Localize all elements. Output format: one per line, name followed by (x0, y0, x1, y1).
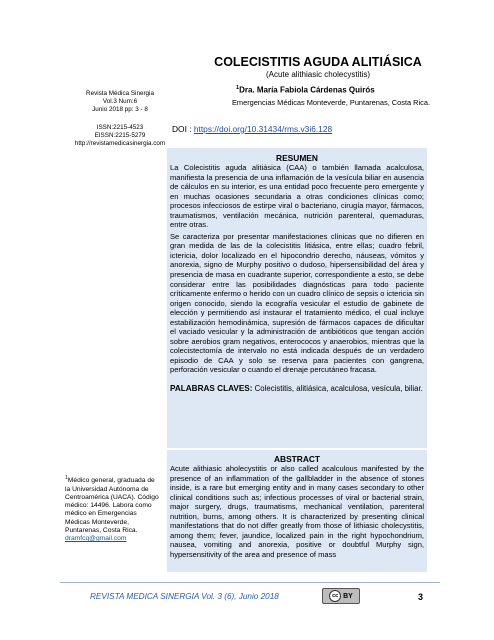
eissn: EISSN:2215-5279 (94, 132, 146, 140)
keywords-text: Colecistitis, alitiásica, acalculosa, vesícula, biliar. (254, 384, 423, 394)
doi-line (172, 124, 332, 134)
article-title: COLECISTITIS AGUDA ALITIÁSICA (214, 55, 422, 69)
page-number: 3 (418, 592, 424, 602)
journal-volume: Vol.3 Num:6 (102, 98, 138, 106)
resumen-heading: RESUMEN (276, 153, 318, 163)
resumen-paragraph-1: La Colecistitis aguda alitiásica (CAA) o también llamada acalculosa, manifiesta la presencia de una inflamación de la vesícula biliar en ausencia de cálculos en su interior, es una entidad poco frecuente pero emergente y en muchas ocasiones secundaria a otras condiciones clínicas como; procesos infecciosos de estirpe viral o bacteriano, cirugía mayor, fármacos, traumatismos, ventilación mecánica, nutrición parenteral, quemaduras, entre otras. (170, 163, 424, 230)
abstract-paragraph-1: Acute alithiasic aholecystitis or also called acalculous manifested by the presence of an inflammation of the gallbladder in the absence of stones inside, is a rare but emerging entity and in many cases secondary to other clinical conditions such as; infectious processes of viral or bacterial strain, major surgery, drugs, traumatisms, mechanical ventilation, parenteral nutrition, burns, among others. It is characterized by presenting clinical manifestations that do not differ greatly from those of lithiasic cholecystitis, among them; fever, jaundice, localized pain in the right hypochondrium, nausea, vomiting and anorexia, positive or doubtful Murphy sign, hypersensitivity of the area and presence of mass (170, 464, 424, 559)
journal-identifiers (50, 124, 190, 149)
author-mark: 1 (236, 85, 240, 91)
cc-license-badge[interactable] (322, 588, 360, 604)
journal-meta (50, 90, 190, 115)
keywords-label: PALABRAS CLAVES: (170, 384, 253, 394)
resumen-paragraph-2: Se caracteriza por presentar manifestaciones clínicas que no difieren en gran medida de las de la colecistitis litiásica, entre ellas; cuadro febril, ictericia, dolor localizado en el hipocondrio derecho, náuseas, vómitos y anorexia, signo de Murphy positivo o dudoso, hipersensibilidad del área y presencia de masa en cuadrante superior, correspondiente a esto, se debe considerar entre las posibilidades diagnósticas para todo paciente críticamente enfermo o herido con un cuadro clínico de sepsis o ictericia sin origen conocido, siendo la ecografía vesicular el estudio de gabinete de elección y permitiendo así instaurar el tratamiento médico, el cual incluye estabilización hemodinámica, supresión de fármacos capaces de dificultar el vaciado vesicular y la administración de antibióticos que tengan acción sobre aerobios gram negativos, enterococos y anaerobios, mientras que la colecistectomía de intervalo no está indicada después de un verdadero episodio de CAA y solo se reserva para pacientes con gangrena, perforación vesicular o cuando el drenaje percutáneo fracasa. (170, 231, 424, 375)
footnote-mark: 1 (65, 475, 68, 481)
abstract-panel (167, 450, 427, 572)
author-email-link[interactable]: dramfcq@gmail.com (65, 535, 127, 543)
doi-link[interactable]: https://doi.org/10.31434/rms.v3i6.128 (193, 124, 333, 134)
issn: ISSN:2215-4523 (96, 124, 144, 131)
abstract-heading: ABSTRACT (273, 454, 321, 464)
author-text: Dra. María Fabiola Cárdenas Quirós (239, 85, 375, 95)
footer-journal-citation: REVISTA MEDICA SINERGIA Vol. 3 (6), Junio 2018 (90, 592, 279, 601)
article-subtitle: (Acute alithiasic cholecystitis) (265, 70, 371, 79)
resumen-panel (167, 148, 427, 448)
journal-name: Revista Médica Sinergia (86, 90, 154, 97)
keywords (170, 384, 424, 394)
author-affiliation: Emergencias Médicas Monteverde, Puntarenas, Costa Rica. (232, 98, 430, 107)
journal-website: http://revistamedicasinergia.com (74, 140, 166, 148)
journal-date-pages: Junio 2018 pp: 3 - 8 (92, 106, 148, 114)
creative-commons-icon: cc (329, 590, 341, 602)
author-name (236, 85, 476, 95)
doi-label: DOI : (172, 124, 192, 134)
footer-divider (60, 582, 440, 583)
author-footnote (65, 474, 160, 544)
footnote-text: Médico general, graduada de la Universidad Autónoma de Centroamérica (UACA). Código médico: 14496. Labora como médico en Emergencias Médicas Monteverde, Puntarenas, Costa Rica. (65, 477, 159, 535)
license-badge-text: BY (343, 592, 353, 600)
